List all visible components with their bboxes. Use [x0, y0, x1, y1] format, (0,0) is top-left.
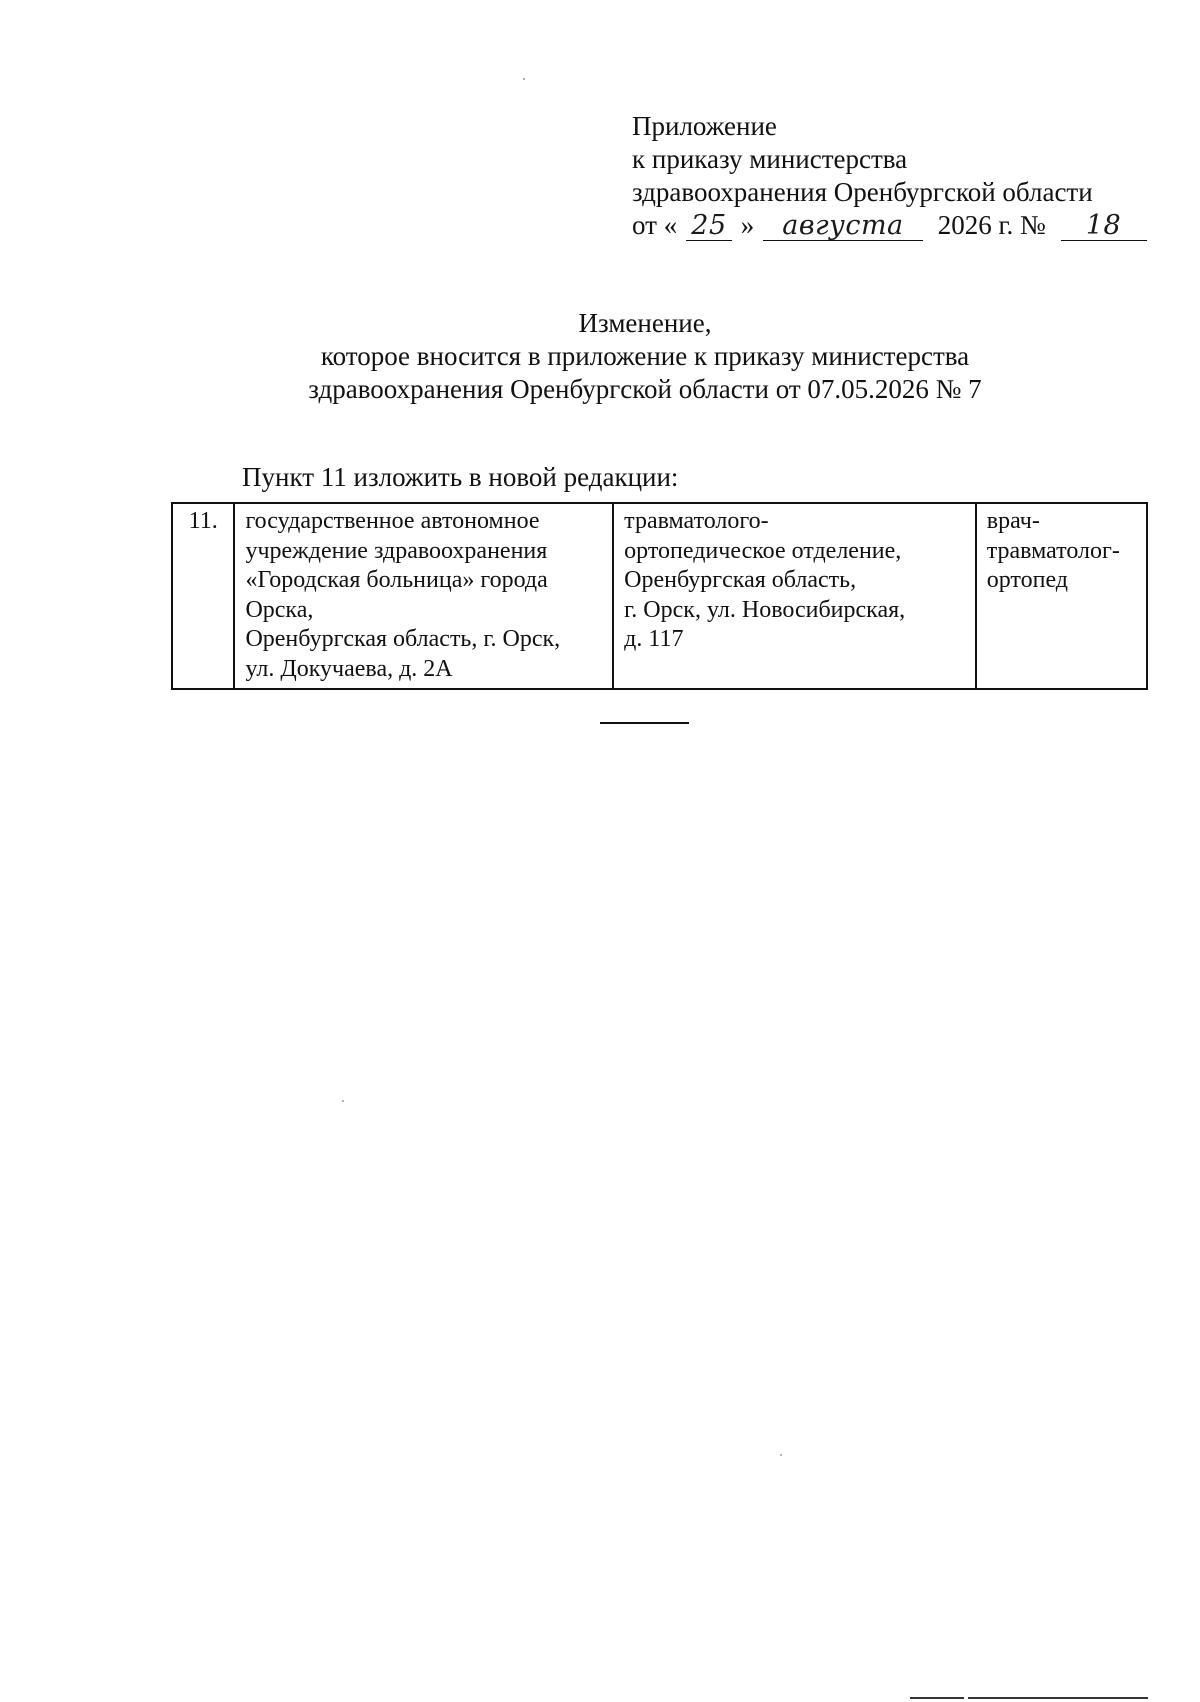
order-number-handwritten: 18 [1085, 210, 1122, 241]
appendix-header [632, 110, 1147, 242]
scan-speck [342, 1100, 344, 1102]
date-day-handwritten: 25 [691, 210, 727, 241]
date-month-handwritten: августа [782, 210, 904, 241]
organization-cell-line: «Городская больница» города [245, 567, 548, 593]
date-month-field [763, 210, 923, 241]
document-title [0, 307, 1200, 406]
appendix-title: Приложение [632, 111, 777, 141]
department-cell-line: д. 117 [624, 626, 684, 652]
organization-cell-line: государственное автономное [245, 508, 540, 534]
scan-edge-mark [968, 1697, 1148, 1699]
appendix-ministry: здравоохранения Оренбургской области [632, 177, 1093, 207]
date-day-field [686, 210, 732, 241]
specialist-cell [976, 503, 1147, 689]
title-line-3: здравоохранения Оренбургской области от 07.05.2026 № 7 [308, 374, 982, 404]
date-prefix: от « [632, 210, 678, 240]
department-cell-line: ортопедическое отделение, [624, 537, 902, 564]
organization-cell-line: Оренбургская область, г. Орск, [245, 626, 561, 652]
end-of-document-rule [600, 722, 689, 724]
scan-speck [780, 1454, 782, 1456]
row-number-cell: 11. [172, 503, 234, 689]
title-line-1: Изменение, [578, 308, 712, 338]
department-cell-line: травматолого- [624, 508, 769, 534]
appendix-date-line [632, 209, 1147, 242]
scan-edge-mark [910, 1697, 964, 1699]
department-cell-line: г. Орск, ул. Новосибирская, [624, 596, 906, 623]
order-number-field [1061, 210, 1147, 241]
specialist-cell-line: ортопед [986, 567, 1068, 593]
appendix-reference: к приказу министерства [632, 144, 908, 174]
amendment-table-body [172, 503, 1147, 689]
specialist-cell-line: врач- [986, 508, 1040, 534]
scan-speck [523, 78, 525, 80]
department-cell-line: Оренбургская область, [624, 567, 857, 593]
table-row [172, 503, 1147, 689]
date-year-suffix: 2026 г. № [937, 210, 1046, 240]
organization-cell-line: ул. Докучаева, д. 2А [245, 655, 453, 682]
department-cell [613, 503, 976, 689]
organization-cell-line: Орска, [245, 596, 314, 623]
date-quote-close: » [740, 210, 755, 240]
amendment-table [171, 502, 1148, 690]
organization-cell [234, 503, 613, 689]
specialist-cell-line: травматолог- [986, 537, 1120, 564]
organization-cell-line: учреждение здравоохранения [245, 537, 548, 564]
title-line-2: которое вносится в приложение к приказу министерства [320, 341, 970, 371]
instruction-paragraph: Пункт 11 изложить в новой редакции: [242, 462, 679, 492]
